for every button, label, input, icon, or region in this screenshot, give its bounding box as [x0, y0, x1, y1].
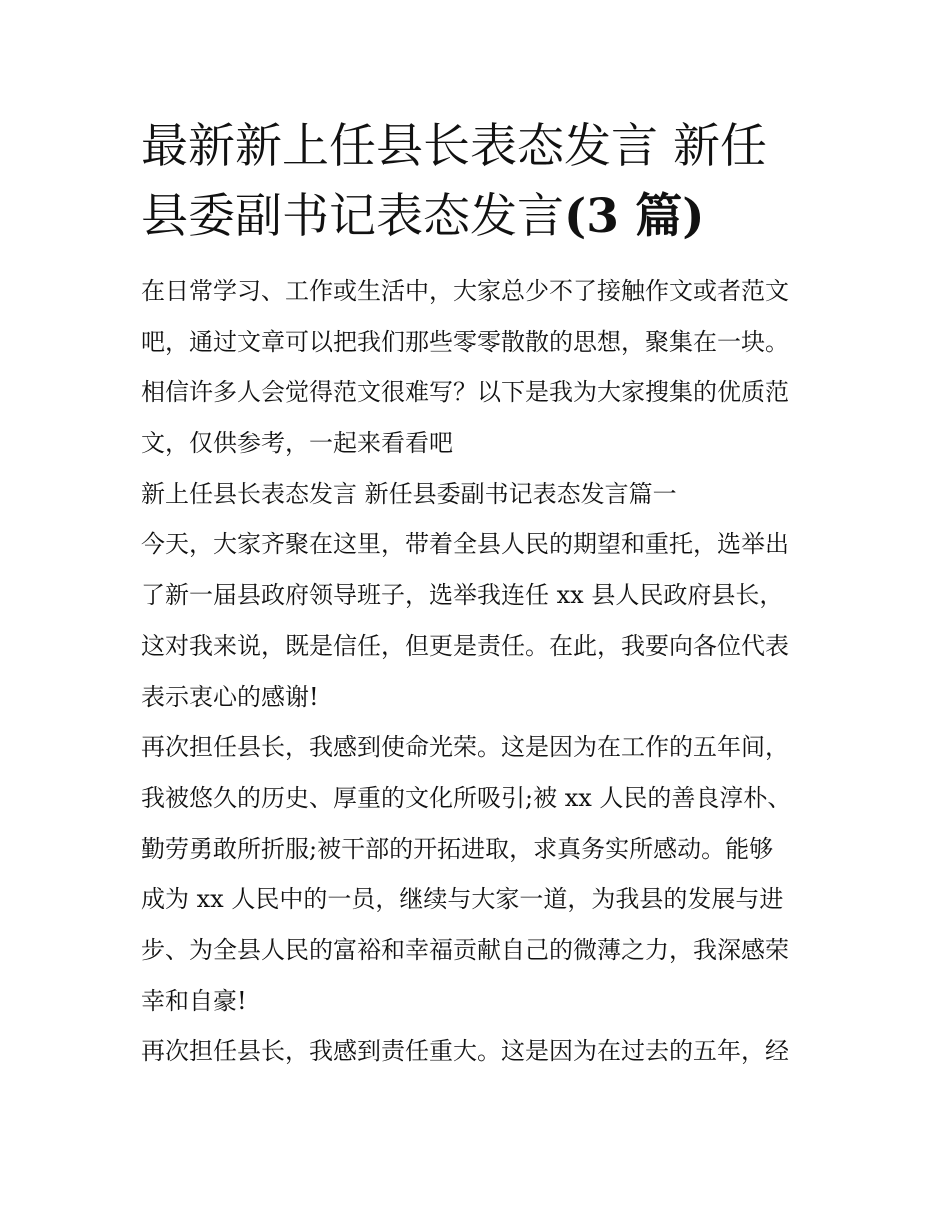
body-line: 吧，通过文章可以把我们那些零零散散的思想，聚集在一块。 — [141, 327, 789, 356]
title-suffix: (3 篇) — [564, 189, 705, 244]
body-line: 再次担任县长，我感到责任重大。这是因为在过去的五年，经 — [141, 1037, 789, 1066]
body-line: 了新一届县政府领导班子，选举我连任 xx 县人民政府县长， — [141, 581, 784, 610]
body-line: 再次担任县长，我感到使命光荣。这是因为在工作的五年间， — [141, 733, 789, 762]
body-line: 我被悠久的历史、厚重的文化所吸引;被 xx 人民的善良淳朴、 — [141, 783, 792, 812]
body-line: 表示衷心的感谢! — [141, 682, 319, 711]
document-title — [141, 112, 813, 252]
body-line: 在日常学习、工作或生活中，大家总少不了接触作文或者范文 — [141, 277, 789, 305]
body-line: 今天，大家齐聚在这里，带着全县人民的期望和重托，选举出 — [141, 530, 789, 559]
body-line: 这对我来说，既是信任，但更是责任。在此，我要向各位代表 — [141, 631, 789, 660]
body-line: 幸和自豪! — [141, 986, 247, 1015]
body-line: 勤劳勇敢所折服;被干部的开拓进取，求真务实所感动。能够 — [141, 834, 774, 863]
title-line-2 — [141, 182, 813, 252]
title-line-1: 最新新上任县长表态发言 新任 — [141, 119, 767, 174]
body-line: 文，仅供参考，一起来看看吧 — [141, 429, 453, 458]
body-line: 相信许多人会觉得范文很难写？以下是我为大家搜集的优质范 — [141, 378, 789, 407]
section-heading: 新上任县长表态发言 新任县委副书记表态发言篇一 — [141, 479, 677, 508]
body-line: 步、为全县人民的富裕和幸福贡献自己的微薄之力，我深感荣 — [141, 935, 789, 964]
document-body — [141, 266, 813, 1077]
document-content — [141, 112, 813, 1077]
title-line-2-text: 县委副书记表态发言 — [141, 189, 564, 244]
body-line: 成为 xx 人民中的一员，继续与大家一道，为我县的发展与进 — [141, 885, 784, 914]
